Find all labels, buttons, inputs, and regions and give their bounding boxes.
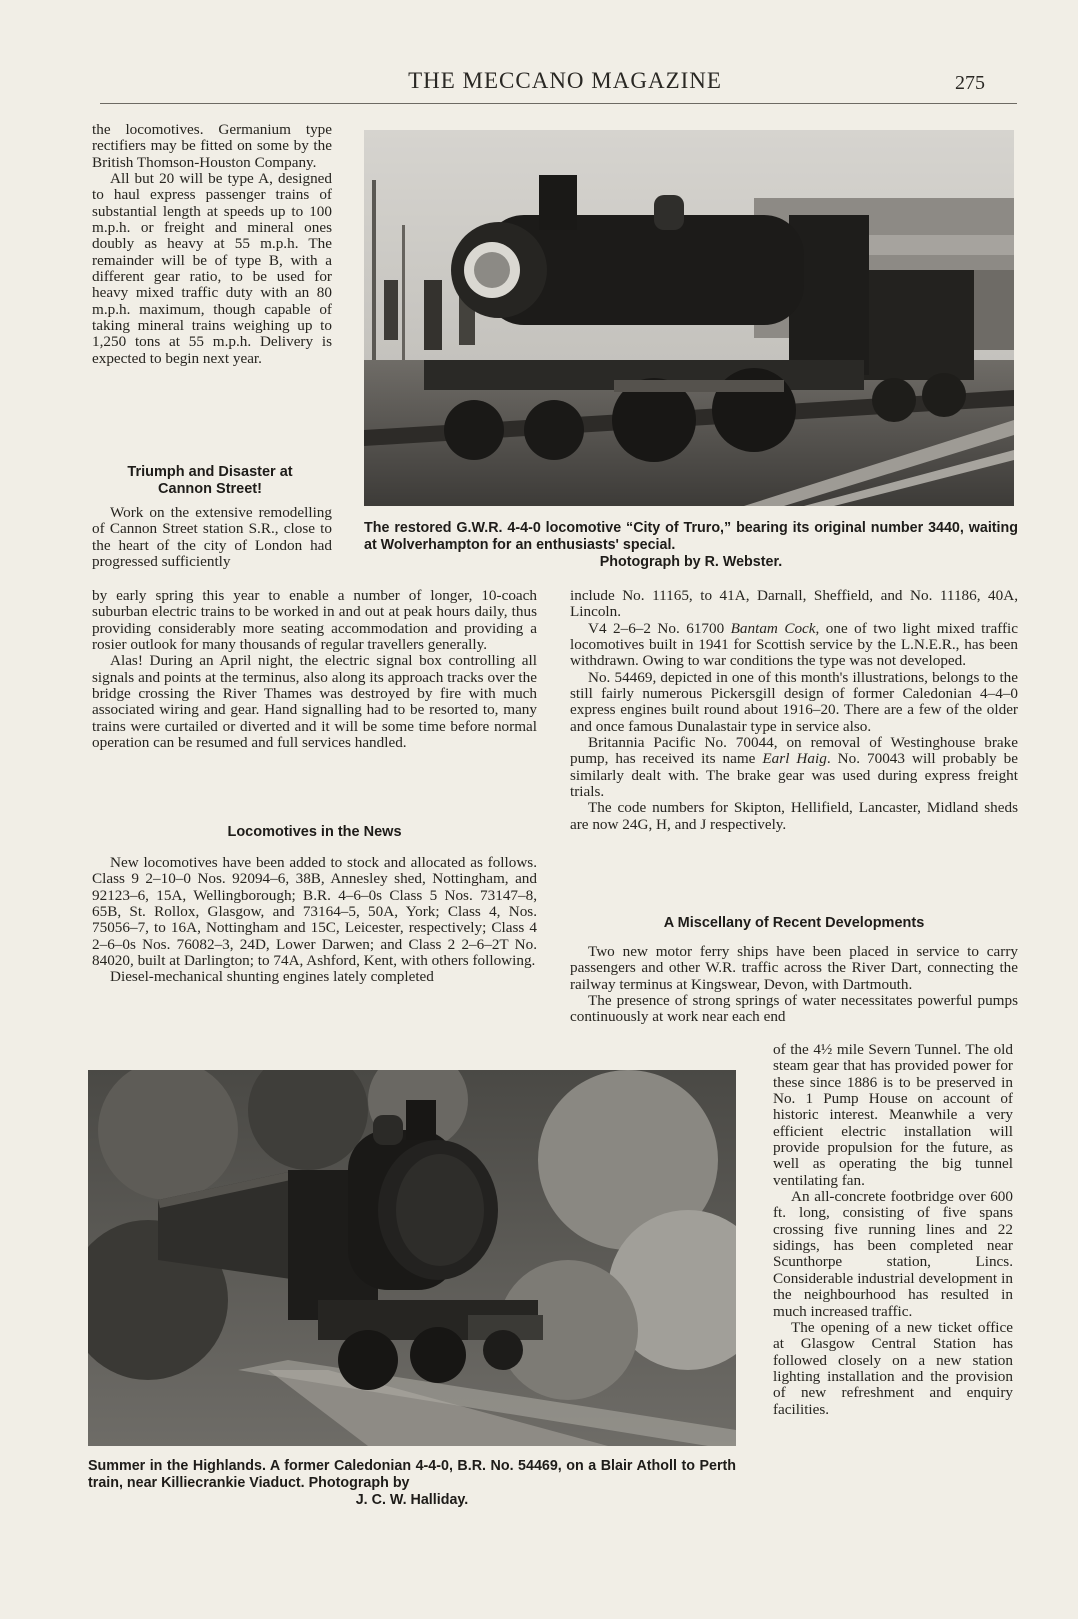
page-number: 275 xyxy=(955,72,985,94)
locomotive-name: Earl Haig xyxy=(762,750,827,768)
col1-main-text xyxy=(92,588,537,751)
caption-credit: J. C. W. Halliday. xyxy=(355,1492,469,1508)
locomotive-photo-1 xyxy=(364,130,1014,506)
header-rule xyxy=(100,103,1017,104)
caption-text: The restored G.W.R. 4-4-0 locomotive “City of Truro,” bearing its original number 3440, waiting at Wolverhampton for an enthusiasts' special. xyxy=(364,520,1018,553)
paragraph: The opening of a new ticket office at Glasgow Central Station has followed closely on a new station lighting installation and the provision of new refreshment and enquiry facilities. xyxy=(773,1318,1013,1418)
paragraph: All but 20 will be type A, designed to haul express passenger trains of substantial length at speeds up to 100 m.p.h. or freight and mineral ones doubly as heavy at 55 m.p.h. The remainder will be of type B, with a different gear ratio, to be used for heavy mixed traffic duty with an 80 m.p.h. maximum, though capable of taking mineral trains weighing up to 1,250 tons at 55 m.p.h. Delivery is expected to begin next year. xyxy=(92,170,332,367)
col2-text xyxy=(570,588,1018,833)
section-heading-locomotives: Locomotives in the News xyxy=(227,824,402,840)
paragraph: V4 2–6–2 No. 61700 Bantam Cock, one of two light mixed traffic locomotives built in 1941 for Scottish service by the L.N.E.R., has been withdrawn. Owing to war conditions the type was not developed. xyxy=(570,619,1018,670)
photo-city-of-truro xyxy=(364,130,1014,506)
locomotive-photo-2 xyxy=(88,1070,736,1446)
paragraph: No. 54469, depicted in one of this month's illustrations, belongs to the still fairly numerous Pickersgill design of former Caledonian 4–4–0 express engines built round about 1916–20. There are a few of the older and once famous Dunalastair type in service also. xyxy=(570,668,1018,735)
paragraph: Britannia Pacific No. 70044, on removal of Westinghouse brake pump, has received its name Earl Haig. No. 70043 will probably be similarly dealt with. The brake gear was used during express freight trials. xyxy=(570,734,1018,801)
photo2-caption xyxy=(88,1458,736,1509)
col1-locomotives-text xyxy=(92,855,537,986)
col1-narrow-para xyxy=(92,505,332,570)
section-heading-cannon-street: Triumph and Disaster at Cannon Street! xyxy=(127,464,293,497)
paragraph: include No. 11165, to 41A, Darnall, Sheffield, and No. 11186, 40A, Lincoln. xyxy=(570,587,1018,621)
paragraph: by early spring this year to enable a number of longer, 10-coach suburban electric trains to be worked in and out at peak hours daily, thus providing considerably more seating accommodation and providing a rosier outlook for many thousands of regular travellers generally. xyxy=(92,587,537,654)
paragraph: The code numbers for Skipton, Hellifield, Lancaster, Midland sheds are now 24G, H, and J respectively. xyxy=(570,799,1018,833)
paragraph: Two new motor ferry ships have been placed in service to carry passengers and other W.R. traffic across the River Dart, connecting the railway terminus at Kingswear, Devon, with Dartmouth. xyxy=(570,943,1018,993)
caption-credit: Photograph by R. Webster. xyxy=(599,554,783,570)
paragraph: The presence of strong springs of water necessitates powerful pumps continuously at work near each end xyxy=(570,992,1018,1026)
locomotive-name: Bantam Cock xyxy=(730,619,816,637)
section-heading-miscellany: A Miscellany of Recent Developments xyxy=(663,915,925,931)
paragraph: Diesel-mechanical shunting engines lately completed xyxy=(110,968,434,986)
photo1-caption xyxy=(364,520,1018,571)
magazine-title: THE MECCANO MAGAZINE xyxy=(408,68,722,93)
paragraph: An all-concrete footbridge over 600 ft. long, consisting of five spans crossing five running lines and 22 sidings, has been completed near Scunthorpe station, Lincs. Considerable industrial development in the neighbourhood has resulted in much increased traffic. xyxy=(773,1188,1013,1320)
col2-miscellany-text xyxy=(570,944,1018,1026)
paragraph: of the 4½ mile Severn Tunnel. The old steam gear that has provided power for these since 1886 is to be preserved in No. 1 Pump House on account of historic interest. Meanwhile a very efficient electric installation will provide propulsion for the future, as well as operating the big tunnel ventilating fan. xyxy=(773,1041,1013,1189)
paragraph: the locomotives. Germanium type rectifiers may be fitted on some by the British Thomson-Houston Company. xyxy=(92,121,332,171)
paragraph: Work on the extensive remodelling of Cannon Street station S.R., close to the heart of the city of London had progressed sufficiently xyxy=(92,504,332,571)
paragraph: Alas! During an April night, the electric signal box controlling all signals and points at the terminus, also along its approach tracks over the bridge crossing the River Thames was destroyed by fire with much associated wiring and gear. Hand signalling had to be resorted to, many trains were curtailed or diverted and it will be some time before normal operation can be resumed and full services handled. xyxy=(92,652,537,752)
col1-top-text xyxy=(92,122,332,367)
paragraph: New locomotives have been added to stock and allocated as follows. Class 9 2–10–0 Nos. 92094–6, 38B, Annesley shed, Nottingham, and 92123–6, 15A, Wellingborough; B.R. 4–6–0s Class 5 Nos. 73147–8, 65B, St. Rollox, Glasgow, and 73164–5, 50A, York; Class 4, Nos. 75056–7, to 16A, Nottingham and 15C, Leicester, respectively; Class 4 2–6–0s Nos. 76082–3, 24D, Lower Darwen; and Class 2 2–6–2T No. 84020, built at Darlington; to 74A, Ashford, Kent, with others following. xyxy=(92,854,537,970)
caption-text: Summer in the Highlands. A former Caledonian 4-4-0, B.R. No. 54469, on a Blair Atholl to Perth train, near Killiecrankie Viaduct. Photograph by xyxy=(88,1458,736,1491)
photo-highlands xyxy=(88,1070,736,1446)
col2-narrow-text xyxy=(773,1042,1013,1418)
